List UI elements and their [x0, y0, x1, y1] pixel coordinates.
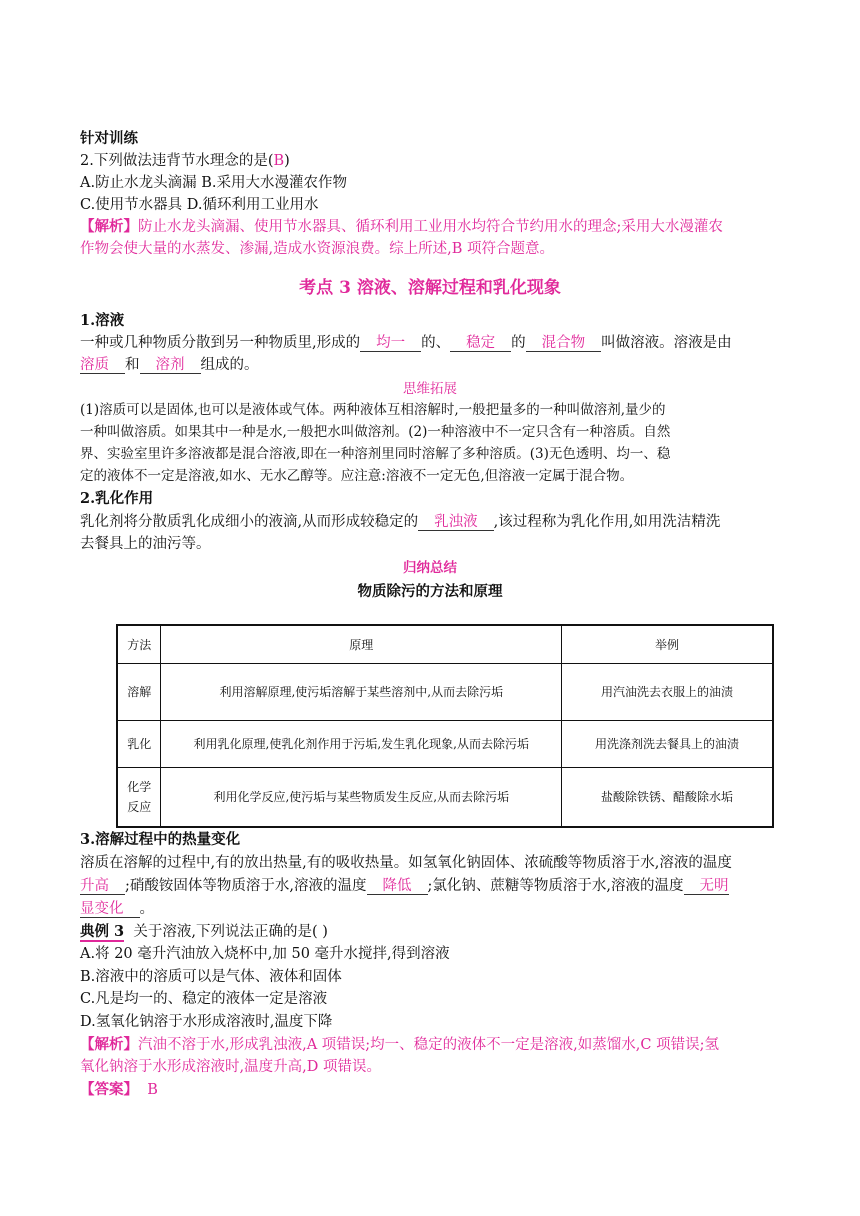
training-heading: 针对训练 [80, 130, 138, 147]
example-option-d: D.氢氧化钠溶于水形成溶液时,温度下降 [80, 1014, 333, 1030]
emulsify-line2: 去餐具上的油污等。 [80, 536, 211, 552]
question-close: ) [284, 153, 290, 169]
cell-example: 用汽油洗去衣服上的油渍 [562, 663, 773, 720]
text: 组成的。 [200, 357, 259, 373]
training-analysis-line1 [80, 216, 723, 238]
header-method: 方法 [117, 625, 161, 663]
header-principle: 原理 [161, 625, 562, 663]
question-text: 2.下列做法违背节水理念的是( [80, 153, 274, 169]
example-analysis-line2: 氧化钠溶于水形成溶液时,温度升高,D 项错误。 [80, 1059, 381, 1075]
training-question [80, 150, 290, 172]
cell-method [117, 767, 161, 827]
heat-line1: 溶质在溶解的过程中,有的放出热量,有的吸收热量。如氢氧化钠固体、浓硫酸等物质溶于水,溶液的温度 [80, 855, 732, 871]
example-answer [80, 1079, 158, 1101]
heat-heading: 3.溶解过程中的热量变化 [80, 831, 241, 848]
decontamination-table [116, 624, 774, 828]
analysis-text: 防止水龙头滴漏、使用节水器具、循环利用工业用水均符合节约用水的理念;采用大水漫灌农 [138, 219, 723, 235]
summary-subtitle: 物质除污的方法和原理 [357, 583, 503, 600]
blank-solvent: 溶剂 [140, 357, 201, 374]
section-title: 考点 3 溶液、溶解过程和乳化现象 [299, 278, 561, 298]
training-analysis-line2: 作物会使大量的水蒸发、渗漏,造成水资源浪费。综上所述,B 项符合题意。 [80, 241, 554, 257]
text: 。 [139, 901, 154, 917]
blank-emulsion: 乳浊液 [418, 514, 494, 531]
example-option-c: C.凡是均一的、稳定的液体一定是溶液 [80, 991, 328, 1007]
text: 和 [125, 357, 140, 373]
example-analysis-line1 [80, 1034, 719, 1056]
solution-heading: 1.溶液 [80, 312, 125, 329]
blank-drop: 降低 [367, 878, 428, 895]
text: 叫做溶液。溶液是由 [601, 335, 732, 351]
thinking-title: 思维拓展 [403, 381, 457, 397]
table-row [117, 767, 773, 827]
thinking-line4: 定的液体不一定是溶液,如水、无水乙醇等。应注意:溶液不一定无色,但溶液一定属于混合物。 [80, 468, 634, 484]
method-line1: 化学 [127, 779, 152, 794]
blank-uniform: 均一 [360, 335, 421, 352]
blank-solute: 溶质 [80, 357, 125, 374]
method-line2: 反应 [127, 799, 152, 814]
training-options-row2: C.使用节水器具 D.循环利用工业用水 [80, 197, 319, 213]
emulsify-heading: 2.乳化作用 [80, 490, 154, 507]
cell-principle: 利用溶解原理,使污垢溶解于某些溶剂中,从而去除污垢 [161, 663, 562, 720]
text: 的 [511, 335, 526, 351]
solution-line1 [80, 332, 732, 354]
training-options-row1: A.防止水龙头滴漏 B.采用大水漫灌农作物 [80, 175, 347, 191]
solution-line2 [80, 354, 259, 376]
analysis-label: 【解析】 [80, 218, 138, 235]
cell-method: 溶解 [117, 663, 161, 720]
emulsify-line1 [80, 511, 720, 533]
cell-example: 盐酸除铁锈、醋酸除水垢 [562, 767, 773, 827]
question-text: 关于溶液,下列说法正确的是( ) [133, 924, 328, 940]
cell-principle: 利用乳化原理,使乳化剂作用于污垢,发生乳化现象,从而去除污垢 [161, 720, 562, 767]
text: ;氯化钠、蔗糖等物质溶于水,溶液的温度 [427, 878, 684, 894]
text: 乳化剂将分散质乳化成细小的液滴,从而形成较稳定的 [80, 514, 419, 530]
example-option-a: A.将 20 毫升汽油放入烧杯中,加 50 毫升水搅拌,得到溶液 [80, 946, 450, 962]
thinking-line2: 一种叫做溶质。如果其中一种是水,一般把水叫做溶剂。(2)一种溶液中不一定只含有一种溶质。自然 [80, 424, 671, 440]
answer-label: 【答案】 [80, 1081, 138, 1098]
table-row [117, 663, 773, 720]
answer-value: B [147, 1082, 158, 1098]
table-header-row [117, 625, 773, 663]
text: ,该过程称为乳化作用,如用洗洁精洗 [493, 514, 721, 530]
cell-principle: 利用化学反应,使污垢与某些物质发生反应,从而去除污垢 [161, 767, 562, 827]
header-example: 举例 [562, 625, 773, 663]
text: 一种或几种物质分散到另一种物质里,形成的 [80, 335, 361, 351]
thinking-line3: 界、实验室里许多溶液都是混合溶液,即在一种溶剂里同时溶解了多种溶质。(3)无色透明、均一、稳 [80, 446, 671, 462]
text: 的、 [421, 335, 451, 351]
analysis-text: 汽油不溶于水,形成乳浊液,A 项错误;均一、稳定的液体不一定是溶液,如蒸馏水,C 项错误;氢 [138, 1037, 719, 1053]
analysis-label: 【解析】 [80, 1036, 138, 1053]
blank-rise: 升高 [80, 878, 125, 895]
heat-line2 [80, 875, 729, 897]
blank-mixture: 混合物 [526, 335, 602, 352]
table-row [117, 720, 773, 767]
heat-line3 [80, 898, 154, 920]
summary-title: 归纳总结 [403, 560, 457, 576]
blank-nochange-a: 无明 [684, 878, 729, 895]
blank-stable: 稳定 [450, 335, 511, 352]
cell-example: 用洗涤剂洗去餐具上的油渍 [562, 720, 773, 767]
example-question [80, 921, 328, 943]
thinking-line1: (1)溶质可以是固体,也可以是液体或气体。两种液体互相溶解时,一般把量多的一种叫做溶剂,量少的 [80, 402, 666, 418]
cell-method: 乳化 [117, 720, 161, 767]
example-tag: 典例 3 [80, 923, 125, 940]
blank-nochange-b: 显变化 [80, 901, 140, 918]
text: ;硝酸铵固体等物质溶于水,溶液的温度 [125, 878, 367, 894]
example-option-b: B.溶液中的溶质可以是气体、液体和固体 [80, 969, 342, 985]
question-answer: B [273, 153, 285, 169]
